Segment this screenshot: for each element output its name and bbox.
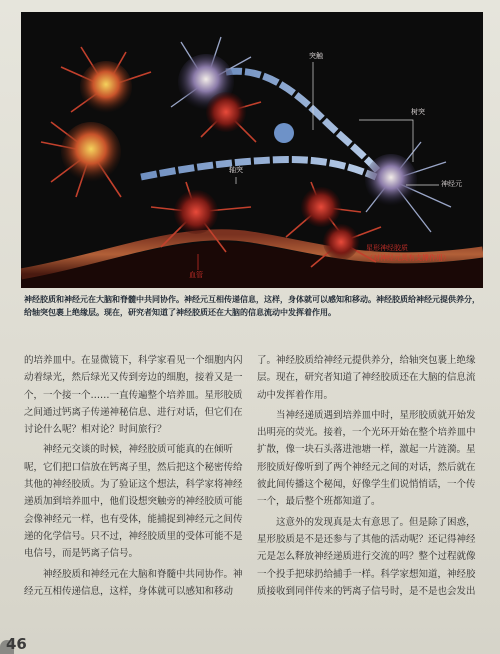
neuron-illustration (21, 12, 483, 288)
page-number: 46 (6, 635, 27, 653)
label-vessel: 血管 (189, 271, 203, 279)
label-astrocyte: 星形神经胶质 (366, 244, 408, 252)
paragraph: 的培养皿中。在显微镜下，科学家看见一个细胞内闪动着绿光，然后绿光又传到旁边的细胞，接着又是一个，一个接一个……一直传遍整个培养皿。星形胶质之间通过钙离子传递神秘信息、进行对话，但它们在讨论什么呢？相对论？时间旅行？ (24, 355, 243, 436)
label-neuron: 神经元 (441, 180, 462, 188)
neuron-artwork (21, 12, 483, 288)
left-column (24, 352, 248, 603)
label-dendrite: 树突 (411, 108, 425, 116)
label-synapse: 突触 (309, 52, 323, 60)
paragraph: 当神经递质遇到培养皿中时，星形胶质就开始发出明亮的荧光。接着，一个光环开始在整个培养皿中扩散，像一块石头落进池塘一样，激起一片涟漪。星形胶质好像听到了两个神经元之间的对话，然后就在彼此间传播这个秘闻，好像学生们说悄悄话，一个传一个，最后整个班都知道了。 (257, 409, 476, 508)
paragraph: 这意外的发现真是太有意思了。但是除了困惑，星形胶质是不是还参与了其他的活动呢？还记得神经元是怎么释放神经递质进行交流的吗？整个过程就像一个投手把球扔给捕手一样。科学家想知道，神经胶质接收到同伴传来的钙离子信号时，是不是也会发出 (257, 516, 476, 597)
paragraph: 了。神经胶质给神经元提供养分，给轴突包裹上绝缘层。现在，研究者知道了神经胶质还在大脑的信息流动中发挥着作用。 (257, 355, 476, 401)
label-astrocyte-sub: （对神经元具有支撑作用） (366, 254, 450, 262)
label-axon: 轴突 (229, 166, 243, 174)
figure-caption: 神经胶质和神经元在大脑和脊髓中共同协作。神经元互相传递信息，这样，身体就可以感知和移动。神经胶质给神经元提供养分，给轴突包裹上绝缘层。现在，研究者知道了神经胶质还在大脑的信息流动中发挥着作用。 (24, 295, 480, 317)
paragraph: 神经胶质和神经元在大脑和脊髓中共同协作。神经元互相传递信息，这样，身体就可以感知和移动 (24, 568, 243, 597)
right-column (257, 352, 481, 603)
paragraph: 神经元交谈的时候，神经胶质可能真的在倾听呢，它们把口信放在钙离子里，然后把这个秘密传给其他的神经胶质。为了验证这个想法，科学家将神经递质加到培养皿中，他们设想突触旁的神经胶质可能会像神经元一样，也有受体，能捕捉到神经元之间传递的化学信号。只不过，神经胶质里的受体可能不是电信号，而是钙离子信号。 (24, 444, 243, 560)
